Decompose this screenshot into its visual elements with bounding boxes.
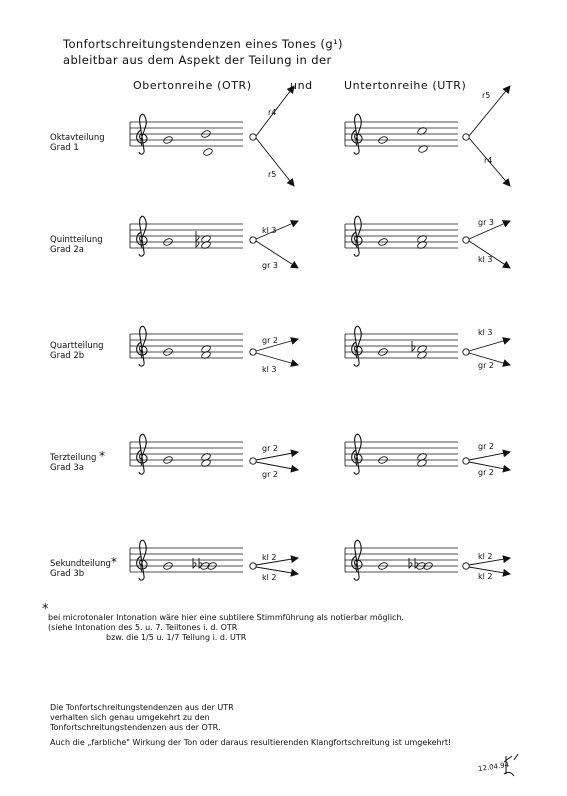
utr-lower-label-row4: gr 2 (478, 468, 494, 477)
otr-origin-circle (250, 134, 256, 140)
utr-upper-label-row4: gr 2 (478, 442, 494, 451)
row-grade: Grad 2a (50, 245, 85, 255)
utr-lower-label-row3: gr 2 (478, 361, 494, 370)
utr-upper-label-row2: gr 3 (478, 218, 494, 227)
otr-origin-circle (250, 237, 256, 243)
conclusion-line-2: verhalten sich genau umgekehrt zu den (50, 713, 210, 722)
footnote-line-3: bzw. die 1/5 u. 1/7 Teilung i. d. UTR (106, 633, 247, 642)
utr-lower-label-row5: kl 2 (478, 572, 493, 581)
otr-upper-label-row2: kl 3 (262, 226, 277, 235)
otr-upper-label-row4: gr 2 (262, 444, 278, 453)
conclusion-line-4: Auch die „farbliche" Wirkung der Ton oder daraus resultierenden Klangfortschreitung ist umgekehrt! (50, 738, 452, 747)
otr-upper-label-row5: kl 2 (262, 553, 277, 562)
row-name: Sekundteilung* (50, 555, 117, 569)
utr-upper-label-row1: r5 (482, 91, 491, 100)
row-name: Terzteilung * (50, 449, 106, 463)
utr-lower-label-row1: r4 (484, 156, 493, 165)
otr-lower-label-row3: kl 3 (262, 365, 277, 374)
otr-lower-arrow (256, 353, 298, 365)
flat-sign-icon (193, 558, 196, 568)
utr-origin-circle (463, 563, 469, 569)
footnote-line-2: (siehe Intonation des 5. u. 7. Teiltones i. d. OTR (48, 623, 238, 632)
footnote-asterisk: * (42, 602, 49, 617)
utr-lower-label-row2: kl 3 (478, 255, 493, 264)
utr-upper-label-row3: kl 3 (478, 328, 493, 337)
row-name: Quartteilung (50, 341, 104, 351)
otr-lower-label-row5: kl 2 (262, 573, 277, 582)
title-line-1: Tonfortschreitungstendenzen eines Tones (g¹) (63, 37, 343, 51)
utr-upper-arrow (469, 452, 510, 460)
footnote-line-1: bei microtonaler Intonation wäre hier eine subtilere Stimmführung als notierbar möglich. (48, 613, 405, 622)
utr-upper-label-row5: kl 2 (478, 552, 493, 561)
utr-upper-arrow (469, 339, 510, 351)
utr-origin-circle (463, 134, 469, 140)
conclusion-line-3: Tonfortschreitungstendenzen aus der OTR. (50, 723, 221, 732)
otr-origin-circle (250, 563, 256, 569)
otr-lower-label-row1: r5 (268, 170, 277, 179)
signature-mark (500, 752, 524, 780)
row-grade: Grad 3a (50, 463, 85, 473)
row-grade: Grad 2b (50, 351, 85, 361)
row-name: Quintteilung (50, 235, 103, 245)
conclusion-line-1: Die Tonfortschreitungstendenzen aus der UTR (50, 703, 234, 712)
header-utr: Untertonreihe (UTR) (344, 79, 467, 92)
otr-lower-label-row2: gr 3 (262, 261, 278, 270)
header-otr: Obertonreihe (OTR) (133, 79, 252, 92)
utr-origin-circle (463, 237, 469, 243)
otr-lower-label-row4: gr 2 (262, 470, 278, 479)
otr-lower-arrow (256, 462, 298, 470)
row-name: Oktavteilung (50, 133, 105, 143)
otr-origin-circle (250, 458, 256, 464)
signature-date: 12.04.94 (477, 760, 510, 774)
flat-sign-icon (409, 558, 412, 568)
utr-origin-circle (463, 349, 469, 355)
utr-origin-circle (463, 458, 469, 464)
asterisk: * (110, 555, 117, 569)
otr-upper-label-row1: r4 (268, 108, 277, 117)
row-grade: Grad 3b (50, 569, 85, 579)
title-line-2: ableitbar aus dem Aspekt der Teilung in der (63, 53, 332, 67)
flat-sign-icon (415, 558, 418, 568)
note-head (203, 147, 214, 156)
row-grade: Grad 1 (50, 143, 79, 153)
asterisk: * (99, 449, 106, 463)
flat-sign-icon (199, 558, 202, 568)
otr-origin-circle (250, 349, 256, 355)
otr-upper-label-row3: gr 2 (262, 336, 278, 345)
header-und: und (290, 79, 313, 92)
flat-sign-icon (412, 341, 415, 351)
